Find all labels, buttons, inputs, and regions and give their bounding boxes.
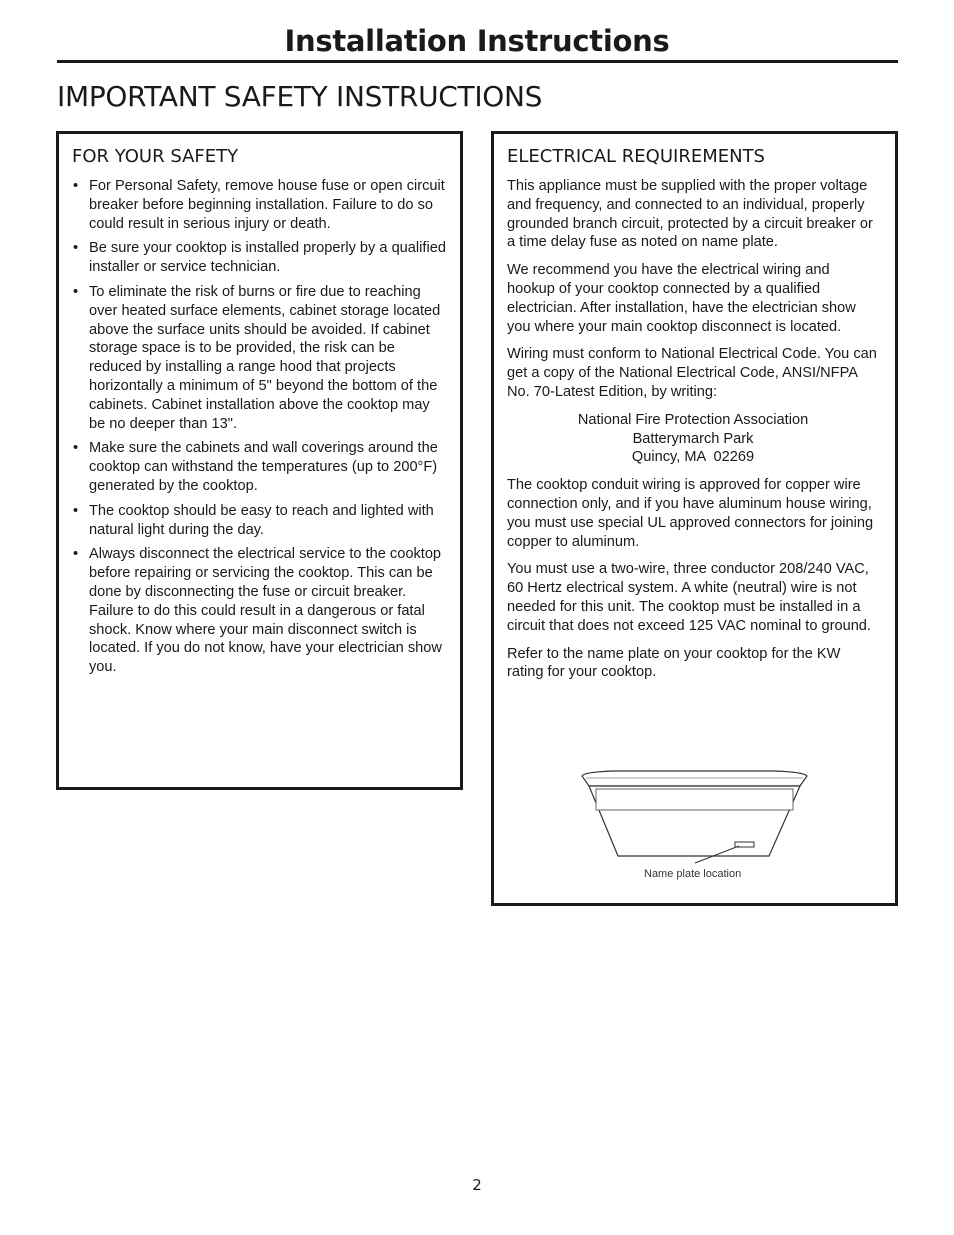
- cooktop-top-outline: [582, 771, 807, 786]
- safety-bullet: • The cooktop should be easy to reach and lighted with natural light during the day.: [72, 502, 450, 540]
- address-line: Quincy, MA 02269: [631, 449, 755, 466]
- page-number: 2: [472, 1176, 482, 1194]
- safety-bullet-list: [72, 177, 450, 683]
- safety-heading: FOR YOUR SAFETY: [72, 146, 239, 167]
- header-rule: [57, 60, 898, 63]
- electrical-box: [491, 131, 898, 906]
- safety-bullet: • Be sure your cooktop is installed properly by a qualified installer or service technician.: [72, 239, 450, 277]
- page-header-title: Installation Instructions: [284, 24, 670, 58]
- safety-bullet: • For Personal Safety, remove house fuse or open circuit breaker before beginning installation. Failure to do so could result in serious injury or death.: [72, 177, 450, 233]
- safety-bullet: • Make sure the cabinets and wall coverings around the cooktop can withstand the temperatures (up to 200°F) generated by the cooktop.: [72, 439, 450, 495]
- electrical-text: [507, 177, 879, 691]
- electrical-paragraph: The cooktop conduit wiring is approved for copper wire connection only, and if you have aluminum house wiring, you must use special UL approved connectors for joining copper to aluminum.: [507, 477, 874, 550]
- cooktop-nameplate-diagram: [574, 764, 814, 889]
- safety-box: [56, 131, 463, 790]
- electrical-paragraph: Wiring must conform to National Electrical Code. You can get a copy of the National Electrical Code, ANSI/NFPA No. 70-Latest Edition, by writing:: [507, 346, 877, 400]
- electrical-paragraph: Refer to the name plate on your cooktop for the KW rating for your cooktop.: [507, 645, 841, 681]
- safety-bullet: • Always disconnect the electrical service to the cooktop before repairing or servicing the cooktop. This can be done by disconnecting the fuse or circuit breaker. Failure to do this could result in a dangerous or fatal shock. Know where your main disconnect switch is located. If you do not know, have your electrician show you.: [72, 545, 450, 677]
- address-line: Batterymarch Park: [632, 430, 754, 447]
- electrical-paragraph: This appliance must be supplied with the proper voltage and frequency, and connected to an individual, properly grounded branch circuit, protected by a circuit breaker or a time delay fuse as noted on name plate.: [507, 178, 873, 251]
- section-title: IMPORTANT SAFETY INSTRUCTIONS: [57, 80, 543, 113]
- electrical-heading: ELECTRICAL REQUIREMENTS: [507, 146, 765, 167]
- address-line: National Fire Protection Association: [577, 411, 809, 428]
- electrical-paragraph: You must use a two-wire, three conductor 208/240 VAC, 60 Hertz electrical system. A white (neutral) wire is not needed for this unit. The cooktop must be installed in a circuit that does not exceed 125 VAC nominal to ground.: [507, 561, 871, 634]
- cooktop-front-panel: [596, 789, 793, 810]
- electrical-paragraph: We recommend you have the electrical wiring and hookup of your cooktop connected by a qualified electrician. After installation, have the electrician show you where your main cooktop disconnect is located.: [507, 262, 856, 335]
- safety-bullet: • To eliminate the risk of burns or fire due to reaching over heated surface elements, cabinet storage located above the surface units should be avoided. If cabinet storage space is to be provided, the risk can be reduced by installing a range hood that projects horizontally a minimum of 5" beyond the bottom of the cabinets. Cabinet installation above the cooktop may be no deeper than 13".: [72, 283, 450, 433]
- nfpa-address: [507, 411, 879, 467]
- diagram-label: Name plate location: [644, 868, 742, 880]
